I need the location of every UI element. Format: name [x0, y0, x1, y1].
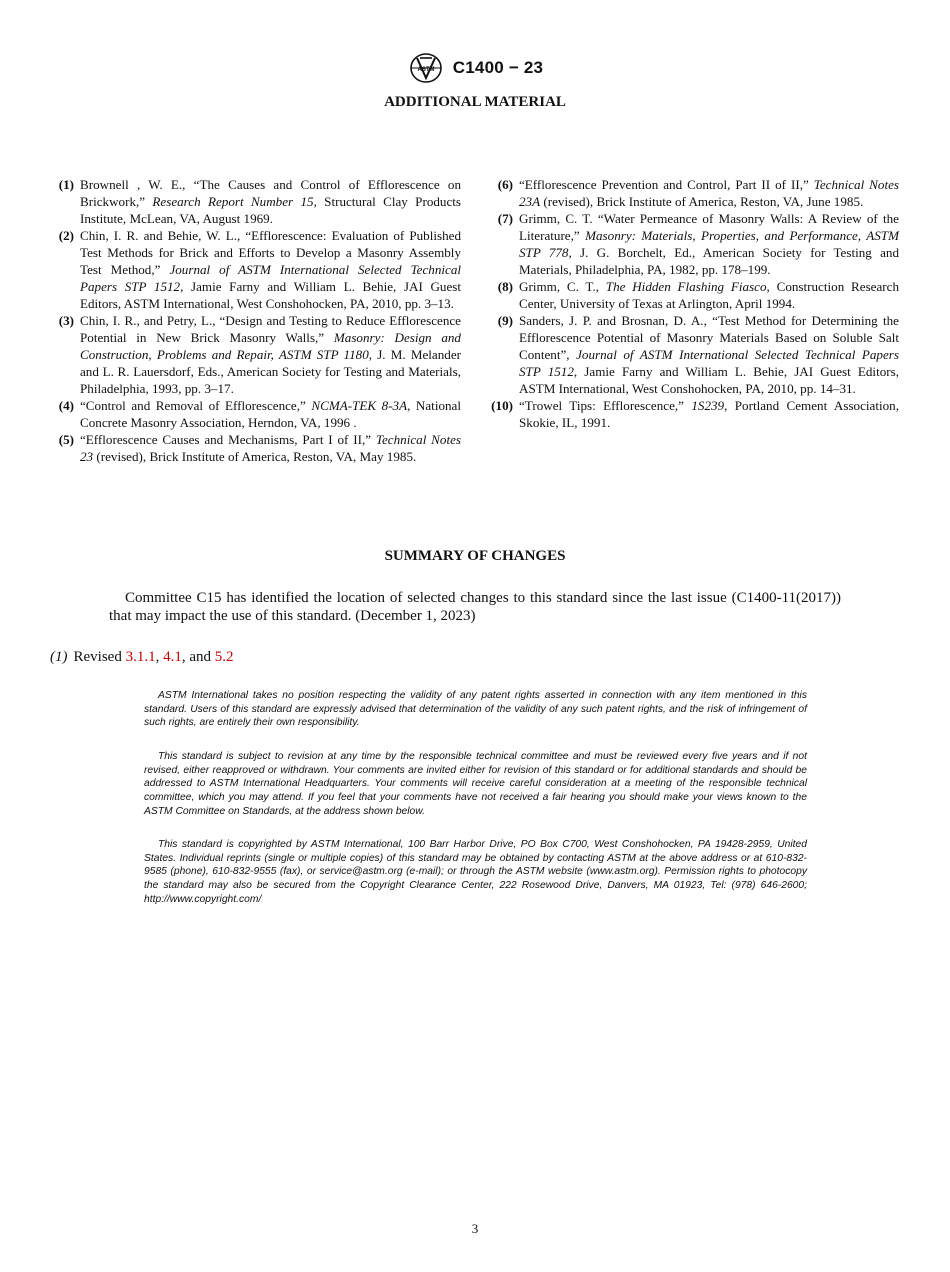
reference-text-segment: (revised), Brick Institute of America, Reston, VA, June 1985.: [540, 194, 864, 209]
change-number: (1): [50, 649, 68, 665]
reference-item: [484, 278, 899, 312]
reference-number: (8): [497, 279, 513, 294]
reference-text: [80, 312, 461, 397]
separator: , and: [181, 649, 215, 665]
reference-title-italic: Research Report Number 15: [152, 194, 314, 209]
svg-text:ASTM: ASTM: [417, 67, 435, 73]
patent-notice: ASTM International takes no position respecting the validity of any patent rights asserted in connection with any item mentioned in this standard. Users of this standard are expressly advised that determination of the validity of any such patent rights, and the risk of infringement of such rights, are entirely their own responsibility.: [144, 690, 807, 729]
reference-item: [484, 312, 899, 397]
reference-text-segment: , Jamie Farny and William L. Behie, JAI Guest Editors, ASTM International, West Conshohocken, PA, 2010, pp. 3–13.: [80, 279, 461, 311]
reference-title-italic: Technical Notes 23A: [519, 177, 900, 209]
reference-number: (2): [58, 228, 74, 243]
reference-text: [519, 397, 899, 431]
standard-designation: [407, 52, 543, 84]
section-link-5-2[interactable]: 5.2: [214, 649, 234, 665]
reference-text-segment: , Jamie Farny and William L. Behie, JAI Guest Editors, ASTM International, West Conshohocken, PA, 2010, pp. 14–31.: [519, 364, 899, 396]
reference-number: (3): [58, 313, 74, 328]
additional-material-title: ADDITIONAL MATERIAL: [384, 94, 566, 110]
reference-item: [484, 210, 899, 278]
reference-number: (10): [491, 398, 513, 413]
reference-text-segment: , Construction Research Center, University of Texas at Arlington, April 1994.: [519, 279, 900, 311]
reference-item: [50, 397, 461, 431]
reference-title-italic: The Hidden Flashing Fiasco: [605, 279, 767, 294]
reference-text-segment: “Trowel Tips: Efflorescence,”: [519, 398, 692, 413]
reference-item: [50, 227, 461, 312]
reference-text: [80, 227, 461, 312]
reference-text-segment: , Portland Cement Association, Skokie, IL, 1991.: [519, 398, 899, 430]
reference-number: (9): [497, 313, 513, 328]
reference-text-segment: “Control and Removal of Efflorescence,”: [80, 398, 312, 413]
references-right-column: [484, 176, 899, 431]
change-item: [50, 649, 234, 666]
reference-text-segment: (revised), Brick Institute of America, Reston, VA, May 1985.: [93, 449, 417, 464]
reference-item: [484, 176, 899, 210]
reference-title-italic: NCMA-TEK 8-3A: [311, 398, 408, 413]
reference-title-italic: Masonry: Materials, Properties, and Performance, ASTM STP 778: [519, 228, 899, 260]
reference-text-segment: , National Concrete Masonry Association, Herndon, VA, 1996 .: [80, 398, 461, 430]
astm-logo-icon: [407, 52, 445, 84]
page-header: [0, 52, 950, 89]
copyright-notice: This standard is copyrighted by ASTM International, 100 Barr Harbor Drive, PO Box C700, West Conshohocken, PA 19428-2959, United States. Individual reprints (single or multiple copies) of this standard may be obtained by contacting ASTM at the above address or at 610-832-9585 (phone), 610-832-9555 (fax), or service@astm.org (e-mail); or through the ASTM website (www.astm.org). Permission rights to photocopy the standard may also be secured from the Copyright Clearance Center, 222 Rosewood Drive, Danvers, MA 01923, Tel: (978) 646-2600; http://www.copyright.com/: [144, 839, 807, 905]
reference-title-italic: Journal of ASTM International Selected Technical Papers STP 1512: [80, 262, 461, 294]
reference-item: [50, 312, 461, 397]
reference-text-segment: “Efflorescence Causes and Mechanisms, Part I of II,”: [80, 432, 376, 447]
reference-item: [484, 397, 899, 431]
separator: ,: [155, 649, 164, 665]
reference-title-italic: Journal of ASTM International Selected Technical Papers STP 1512: [519, 347, 899, 379]
reference-text: [519, 278, 899, 312]
reference-text-segment: Chin, I. R. and Behie, W. L., “Efflorescence: Evaluation of Published Test Methods for Brick and Efforts to Develop a Masonry Assembly Test Method,”: [80, 228, 461, 277]
reference-number: (7): [497, 211, 513, 226]
reference-title-italic: 1S239: [691, 398, 725, 413]
reference-text: [519, 176, 899, 210]
reference-text-segment: Sanders, J. P. and Brosnan, D. A., “Test Method for Determining the Efflorescence Potential of Masonry Materials Based on Soluble Salt Content”,: [519, 313, 899, 362]
reference-number: (6): [497, 177, 513, 192]
reference-text-segment: Grimm, C. T.,: [519, 279, 606, 294]
reference-number: (1): [58, 177, 74, 192]
reference-text: [80, 431, 461, 465]
reference-number: (5): [58, 432, 74, 447]
reference-text-segment: Brownell , W. E., “The Causes and Control of Efflorescence on Brickwork,”: [80, 177, 461, 209]
section-link-3-1-1[interactable]: 3.1.1: [125, 649, 156, 665]
reference-number: (4): [58, 398, 74, 413]
references-left-column: [50, 176, 461, 465]
reference-text: [80, 176, 461, 227]
reference-item: [50, 176, 461, 227]
standard-number: C1400 − 23: [452, 58, 544, 77]
page-number: 3: [471, 1221, 479, 1236]
revised-prefix: Revised: [73, 649, 126, 665]
reference-text-segment: , J. M. Melander and L. R. Lauersdorf, Eds., American Society for Testing and Materials, Philadelphia, 1993, pp. 3–17.: [80, 347, 461, 396]
summary-of-changes-title: SUMMARY OF CHANGES: [384, 548, 566, 564]
reference-text-segment: , J. G. Borchelt, Ed., American Society for Testing and Materials, Philadelphia, PA, 1982, pp. 178–199.: [519, 245, 899, 277]
reference-item: [50, 431, 461, 465]
reference-text: [80, 397, 461, 431]
reference-text: [519, 312, 899, 397]
reference-title-italic: Technical Notes 23: [80, 432, 462, 464]
reference-title-italic: Masonry: Design and Construction, Problems and Repair, ASTM STP 1180: [80, 330, 461, 362]
reference-text: [519, 210, 899, 278]
summary-intro-paragraph: Committee C15 has identified the location of selected changes to this standard since the last issue (C1400-11(2017)) that may impact the use of this standard. (December 1, 2023): [109, 590, 841, 624]
reference-text-segment: Chin, I. R., and Petry, L., “Design and Testing to Reduce Efflorescence Potential in New Brick Masonry Walls,”: [80, 313, 461, 345]
reference-text-segment: “Efflorescence Prevention and Control, Part II of II,”: [519, 177, 814, 192]
section-link-4-1[interactable]: 4.1: [163, 649, 182, 665]
reference-text-segment: Grimm, C. T. “Water Permeance of Masonry Walls: A Review of the Literature,”: [519, 211, 899, 243]
reference-text-segment: , Structural Clay Products Institute, McLean, VA, August 1969.: [80, 194, 462, 226]
revision-notice: This standard is subject to revision at any time by the responsible technical committee and must be reviewed every five years and if not revised, either reapproved or withdrawn. Your comments are invited either for revision of this standard or for additional standards and should be addressed to ASTM International Headquarters. Your comments will receive careful consideration at a meeting of the responsible technical committee, which you may attend. If you feel that your comments have not received a fair hearing you should make your views known to the ASTM Committee on Standards, at the address shown below.: [144, 751, 807, 817]
